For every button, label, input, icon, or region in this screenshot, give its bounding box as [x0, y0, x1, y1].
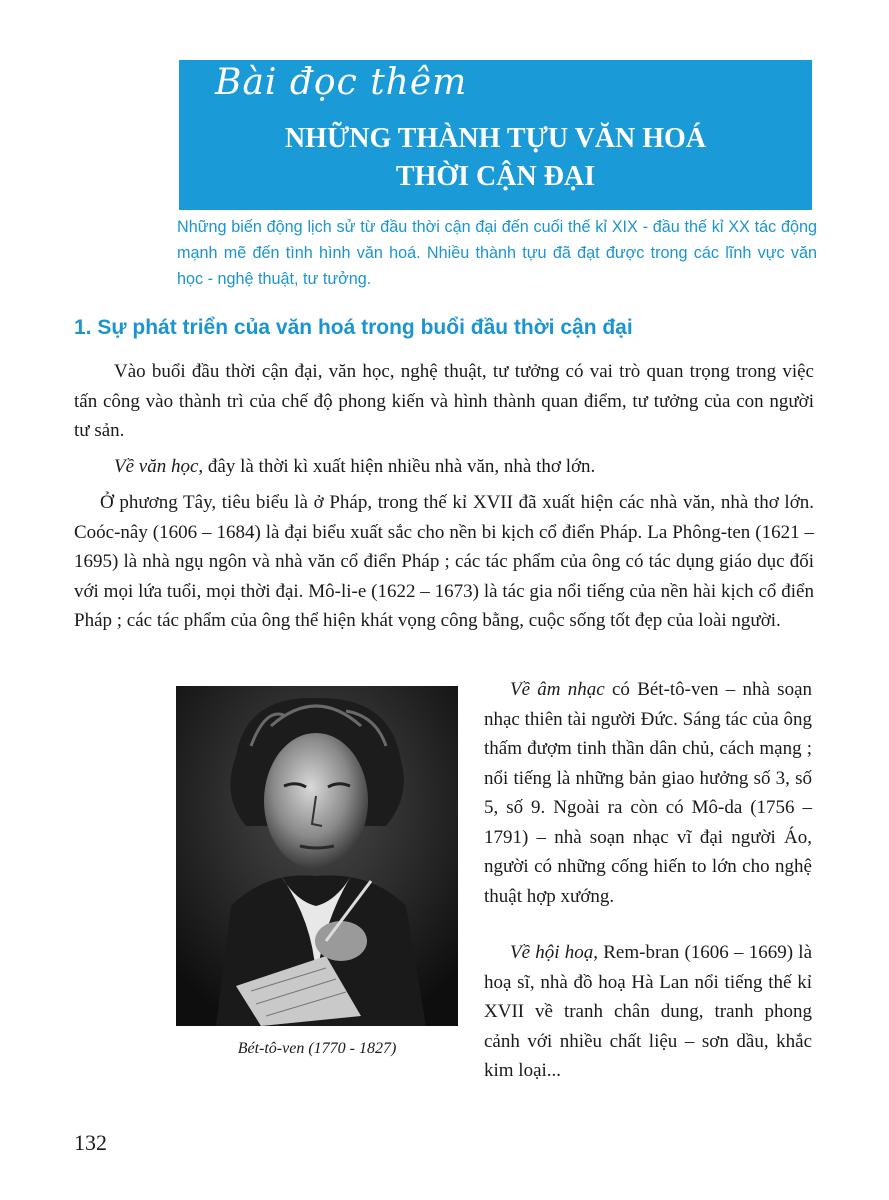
paragraph-music	[484, 675, 812, 911]
section-heading: 1. Sự phát triển của văn hoá trong buổi đầu thời cận đại	[74, 316, 633, 339]
literature-lead: Về văn học	[114, 456, 199, 477]
music-lead: Về âm nhạc	[510, 679, 605, 700]
paragraph-intro-era: Vào buổi đầu thời cận đại, văn học, nghệ thuật, tư tưởng có vai trò quan trọng trong việc tấn công vào thành trì của chế độ phong kiến và hình thành quan điểm, tư tưởng của con người tư sản.	[74, 361, 814, 441]
beethoven-portrait	[176, 686, 458, 1026]
reading-header-box	[179, 60, 812, 210]
title-line-1: NHỮNG THÀNH TỰU VĂN HOÁ	[284, 123, 707, 154]
painting-lead: Về hội hoạ	[510, 942, 594, 963]
page-number: 132	[74, 1130, 107, 1155]
paragraph-painting	[484, 938, 812, 1086]
title-line-2: THỜI CẬN ĐẠI	[395, 161, 596, 192]
music-rest: có Bét-tô-ven – nhà soạn nhạc thiên tài người Đức. Sáng tác của ông thấm đượm tinh thần dân chủ, cách mạng ; nổi tiếng là những bản giao hưởng số 3, số 5, số 9. Ngoài ra còn có Mô-da (1756 – 1791) – nhà soạn nhạc vĩ đại người Áo, người có những cống hiến to lớn cho nghệ thuật hợp xướng.	[484, 679, 812, 907]
portrait-caption: Bét-tô-ven (1770 - 1827)	[237, 1040, 397, 1057]
reading-kicker: Bài đọc thêm	[215, 62, 468, 103]
literature-lead-rest: , đây là thời kì xuất hiện nhiều nhà văn, nhà thơ lớn.	[198, 456, 596, 477]
painting-rest: , Rem-bran (1606 – 1669) là hoạ sĩ, nhà đồ hoạ Hà Lan nổi tiếng thế kỉ XVII về tranh chân dung, tranh phong cảnh với nhiều chất liệu – sơn dầu, khắc kim loại...	[484, 942, 812, 1081]
portrait-illustration	[176, 686, 458, 1026]
paragraph-literature-detail: Ở phương Tây, tiêu biểu là ở Pháp, trong thế kỉ XVII đã xuất hiện các nhà văn, nhà thơ lớn. Coóc-nây (1606 – 1684) là đại biểu xuất sắc cho nền bi kịch cổ điển Pháp. La Phông-ten (1621 – 1695) là nhà ngụ ngôn và nhà văn cổ điển Pháp ; các tác phẩm của ông có tác dụng giáo dục đối với mọi lứa tuổi, mọi thời đại. Mô-li-e (1622 – 1673) là tác gia nổi tiếng của nền hài kịch cổ điển Pháp ; các tác phẩm của ông thể hiện khát vọng công bằng, cuộc sống tốt đẹp của loài người.	[74, 492, 814, 631]
paragraph-literature-lead	[74, 452, 814, 482]
page-title	[179, 120, 812, 196]
intro-paragraph: Những biến động lịch sử từ đầu thời cận đại đến cuối thế kỉ XIX - đầu thế kỉ XX tác động mạnh mẽ đến tình hình văn hoá. Nhiều thành tựu đã đạt được trong các lĩnh vực văn học - nghệ thuật, tư tưởng.	[177, 218, 817, 288]
